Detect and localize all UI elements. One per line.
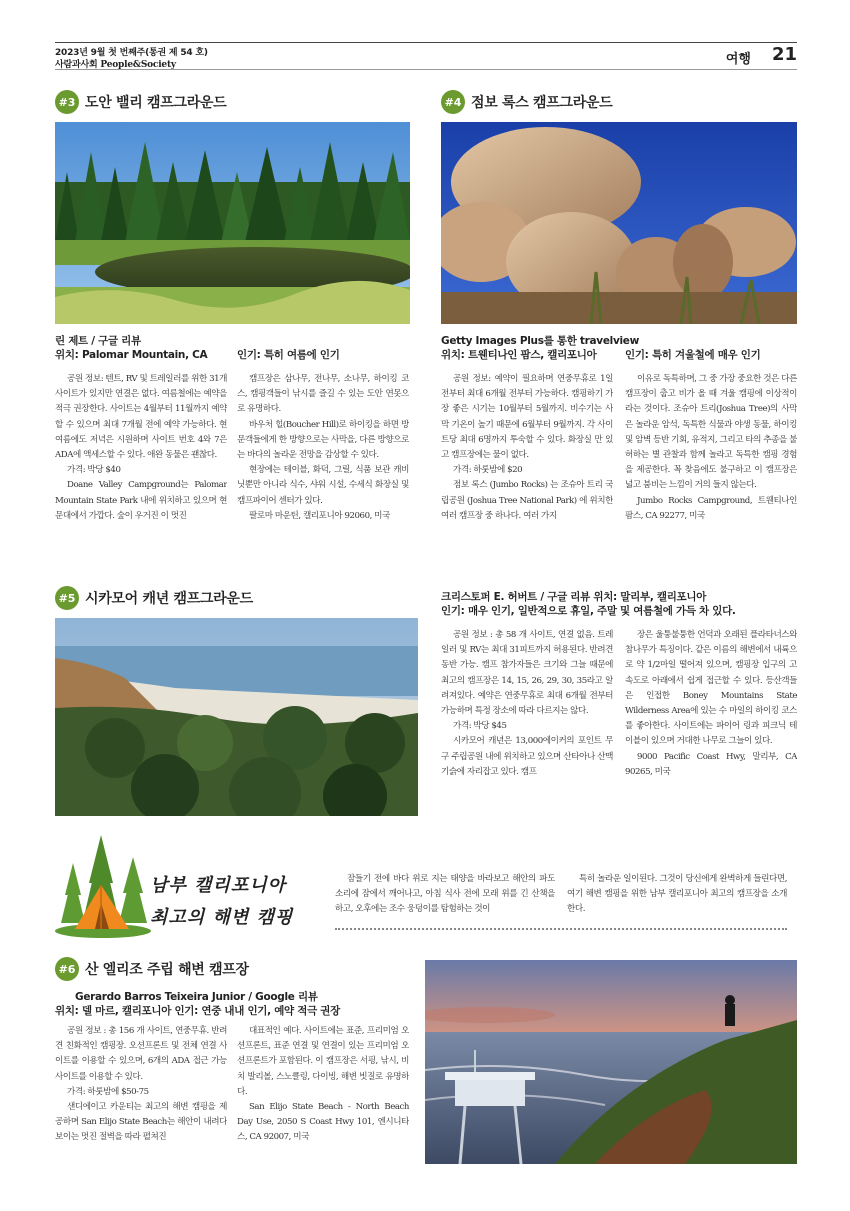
s3-paragraph: Doane Valley Campground는 Palomar Mountain State Park 내에 위치하고 있으며 현문대에서 가깝다. 숲이 우거진 이 멋진 bbox=[55, 480, 227, 521]
s6-meta bbox=[55, 990, 340, 1018]
s3-credit: 린 제트 / 구글 리뷰 bbox=[55, 335, 141, 347]
s5-column-2 bbox=[625, 628, 797, 818]
s5-paragraph: 공원 정보 : 총 58 개 사이트, 연결 없음. 트레일러 및 RV는 최대 31피트까지 허용된다. 반려견 동반 가능. 캠프 참가자들은 크기와 그늘 때문에 최고의 캠프장은 14, 15, 26, 29, 30, 35라고 알려져있다. 예약은 연중무휴로 최대 6개월 전부터 가능하며 특정 장소에 따라 다르지는 않다. bbox=[441, 630, 613, 717]
s3-column-2 bbox=[237, 372, 409, 554]
s3-paragraph: 캠프장은 삼나무, 전나무, 소나무, 하이킹 코스, 캠핑객들이 낚시를 즐길 수 있는 도안 연못으로 유명하다. bbox=[237, 374, 409, 415]
s4-column-1 bbox=[441, 372, 613, 560]
s5-paragraph: 장은 울퉁불퉁한 언덕과 오래된 플라타너스와 참나무가 특징이다. 같은 이름의 해변에서 내륙으로 약 1/2마일 떨어져 있으며, 캠핑장 입구의 고속도로 아래에서 쉽게 접근할 수 있다. 등산객들은 인접한 Boney Mountains State Wilderness Area에 있는 수 마일의 하이킹 코스를 좋아한다. 사이트에는 파이어 링과 피크닉 테이블이 있으며 거대한 나무로 그늘이 있다. bbox=[625, 630, 797, 747]
s5-price: 가격: 박당 $45 bbox=[453, 721, 507, 732]
banner-paragraph: 특히 놀라운 일이된다. 그것이 당신에게 완벽하게 들린다면, 여기 해변 캠핑을 위한 남부 캘리포니아 최고의 캠프장을 소개한다. bbox=[567, 874, 787, 915]
s4-popular: 인기: 특히 겨울철에 매우 인기 bbox=[625, 349, 761, 361]
s3-address: 팔로마 마운틴, 캘리포니아 92060, 미국 bbox=[249, 510, 390, 521]
s3-paragraph: 공원 정보: 텐트, RV 및 트레일러를 위한 31개 사이트가 있지만 연결은 없다. 여름철에는 예약을 적극 권장한다. 사이트는 4월부터 11월까지 예약할 수 있으며 최대 7개월 전에 예약 가능하다. 현여름에도 저녁은 시원하며 사이트 번호 4와 7은 ADA에 액세스할 수 있다. 애완 동물은 괜찮다. bbox=[55, 374, 227, 461]
banner-dotted-divider bbox=[335, 928, 787, 930]
issue-line: 2023년 9월 첫 번째주(통권 제 54 호) bbox=[55, 48, 208, 58]
banner-column-1 bbox=[335, 872, 555, 922]
s5-popular: 인기: 매우 인기, 일반적으로 휴일, 주말 및 여름철에 가득 차 있다. bbox=[441, 605, 736, 617]
banner-column-2 bbox=[567, 872, 787, 922]
s6-badge: #6 bbox=[55, 957, 79, 981]
s6-location-popular: 위치: 델 마르, 캘리포니아 인기: 연중 내내 인기, 예약 적극 권장 bbox=[55, 1005, 340, 1017]
banner-title bbox=[150, 870, 293, 934]
s3-heading bbox=[55, 90, 226, 114]
s3-paragraph: 현장에는 테이블, 화덕, 그릴, 식품 보관 캐비닛뿐만 아니라 식수, 샤워 시설, 수세식 화장실 및 캠프파이어 센터가 있다. bbox=[237, 465, 409, 506]
s4-column-2 bbox=[625, 372, 797, 560]
s6-price: 가격: 하룻밤에 $50-75 bbox=[67, 1086, 149, 1097]
tent-trees-illustration bbox=[53, 833, 153, 939]
s6-paragraph: 대표적인 예다. 사이트에는 표준, 프리미엄 오션프론트, 표준 연결 및 연결이 있는 프리미엄 오션프론트가 포함된다. 이 캠프장은 서핑, 낚시, 비치 발리볼, 스노클링, 다이빙, 해변 빗질로 유명하다. bbox=[237, 1026, 409, 1097]
s5-credit-location: 크리스토퍼 E. 허버트 / 구글 리뷰 위치: 말리부, 캘리포니아 bbox=[441, 591, 707, 603]
s4-title: 점보 록스 캠프그라운드 bbox=[471, 95, 613, 111]
s5-title: 시카모어 캐년 캠프그라운드 bbox=[85, 591, 253, 607]
s6-column-2 bbox=[237, 1024, 409, 1164]
s4-meta bbox=[441, 334, 639, 362]
s5-column-1 bbox=[441, 628, 613, 818]
s3-badge: #3 bbox=[55, 90, 79, 114]
banner-title-line-1: 남부 캘리포니아 bbox=[150, 875, 286, 896]
s5-heading bbox=[55, 586, 253, 610]
s6-paragraph: 샌디에이고 카운티는 최고의 해변 캠핑을 제공하며 San Elijo State Beach는 해안이 내려다보이는 멋진 절벽을 따라 펼쳐진 bbox=[55, 1102, 227, 1143]
masthead bbox=[55, 42, 797, 70]
s3-photo-forest-pond bbox=[55, 122, 410, 324]
s3-paragraph: 바우처 힐(Boucher Hill)로 하이킹을 하면 방문객들에게 한 방향으로는 사막을, 다른 방향으로는 바다의 놀라운 전망을 감상할 수 있다. bbox=[237, 419, 409, 461]
s4-price: 가격: 하룻밤에 $20 bbox=[453, 465, 523, 476]
s6-heading bbox=[55, 957, 249, 981]
banner-title-line-2: 최고의 해변 캠핑 bbox=[150, 907, 294, 928]
banner-paragraph: 잠들기 전에 바다 위로 지는 태양을 바라보고 해안의 파도 소리에 잠에서 깨어나고, 아침 식사 전에 모래 위를 긴 산책을 하고, 오후에는 조수 웅덩이를 탐험하는 것이 bbox=[335, 874, 555, 915]
s4-location: 위치: 트웬티나인 팜스, 캘리포니아 bbox=[441, 349, 597, 361]
s4-credit: Getty Images Plus를 통한 travelview bbox=[441, 335, 640, 347]
s3-meta bbox=[55, 334, 207, 362]
s5-meta bbox=[441, 590, 736, 618]
s5-photo-coast-canyon bbox=[55, 618, 418, 816]
s4-paragraph: 이유로 독특하며, 그 중 가장 중요한 것은 다른 캠프장이 춥고 비가 올 때 겨울 캠핑에 이상적이라는 것이다. 조슈아 트리(Joshua Tree)의 사막은 놀라운 암석, 독특한 식물과 야생 동물, 하이킹 및 암벽 등반 기회, 유적지, 그리고 타의 추종을 불허하는 별 관찰과 함께 놀라고 독특한 캠핑 경험을 제공한다. 꼭 찾음에도 불구하고 이 캠프장은 넓고 붐비는 느낌이 거의 들지 않는다. bbox=[625, 374, 797, 491]
page-number: 21 bbox=[771, 44, 797, 65]
s5-address: 9000 Pacific Coast Hwy, 말리부, CA 90265, 미국 bbox=[625, 751, 797, 777]
s4-paragraph: 공원 정보: 예약이 필요하며 연중무휴로 1일 전부터 최대 6개월 전부터 가능하다. 캠핑하기 가장 좋은 시기는 10월부터 5월까지. 비수기는 사막 기온이 높기 때문에 6월부터 9월까지. 각 사이트당 최대 6명까지 투숙할 수 있다. 화장실 만 있고 캠프장에는 물이 없다. bbox=[441, 374, 613, 461]
s4-address: Jumbo Rocks Campground, 트웬티나인 팜스, CA 92277, 미국 bbox=[625, 495, 797, 521]
s3-price: 가격: 박당 $40 bbox=[67, 465, 121, 476]
s5-paragraph: 시카모어 캐년은 13,000에이커의 포인트 무구 주립공원 내에 위치하고 있으며 산타아나 산맥 기슭에 자리잡고 있다. 캠프 bbox=[441, 736, 613, 777]
s4-paragraph: 점보 록스 (Jumbo Rocks) 는 조슈아 트리 국립공원 (Joshua Tree National Park) 에 위치한 여러 캠프장 중 하나다. 여러 가지 bbox=[441, 480, 613, 521]
s6-title: 산 엘리조 주립 해변 캠프장 bbox=[85, 962, 249, 978]
s6-credit: Gerardo Barros Teixeira Junior / Google 리뷰 bbox=[75, 991, 318, 1003]
section-label: 여행 bbox=[725, 52, 751, 67]
s6-paragraph: 공원 정보 : 총 156 개 사이트, 연중무휴. 반려견 친화적인 캠핑장. 오션프론트 및 전체 연결 사이트를 이용할 수 있으며, 6개의 ADA 접근 가능 사이트를 이용할 수 있다. bbox=[55, 1026, 227, 1082]
s3-location: 위치: Palomar Mountain, CA bbox=[55, 349, 208, 361]
s4-photo-boulders bbox=[441, 122, 797, 324]
s4-badge: #4 bbox=[441, 90, 465, 114]
s6-photo-sunset-beach bbox=[425, 960, 797, 1164]
publication-name: 사람과사회 People&Society bbox=[55, 60, 176, 70]
s4-heading bbox=[441, 90, 612, 114]
s5-badge: #5 bbox=[55, 586, 79, 610]
s3-column-1 bbox=[55, 372, 227, 554]
s6-address: San Elijo State Beach - North Beach Day Use, 2050 S Coast Hwy 101, 엔시니타스, CA 92007, 미국 bbox=[237, 1102, 409, 1143]
s3-title: 도안 밸리 캠프그라운드 bbox=[85, 95, 227, 111]
s3-popular: 인기: 특히 여름에 인기 bbox=[237, 349, 340, 361]
s6-column-1 bbox=[55, 1024, 227, 1164]
